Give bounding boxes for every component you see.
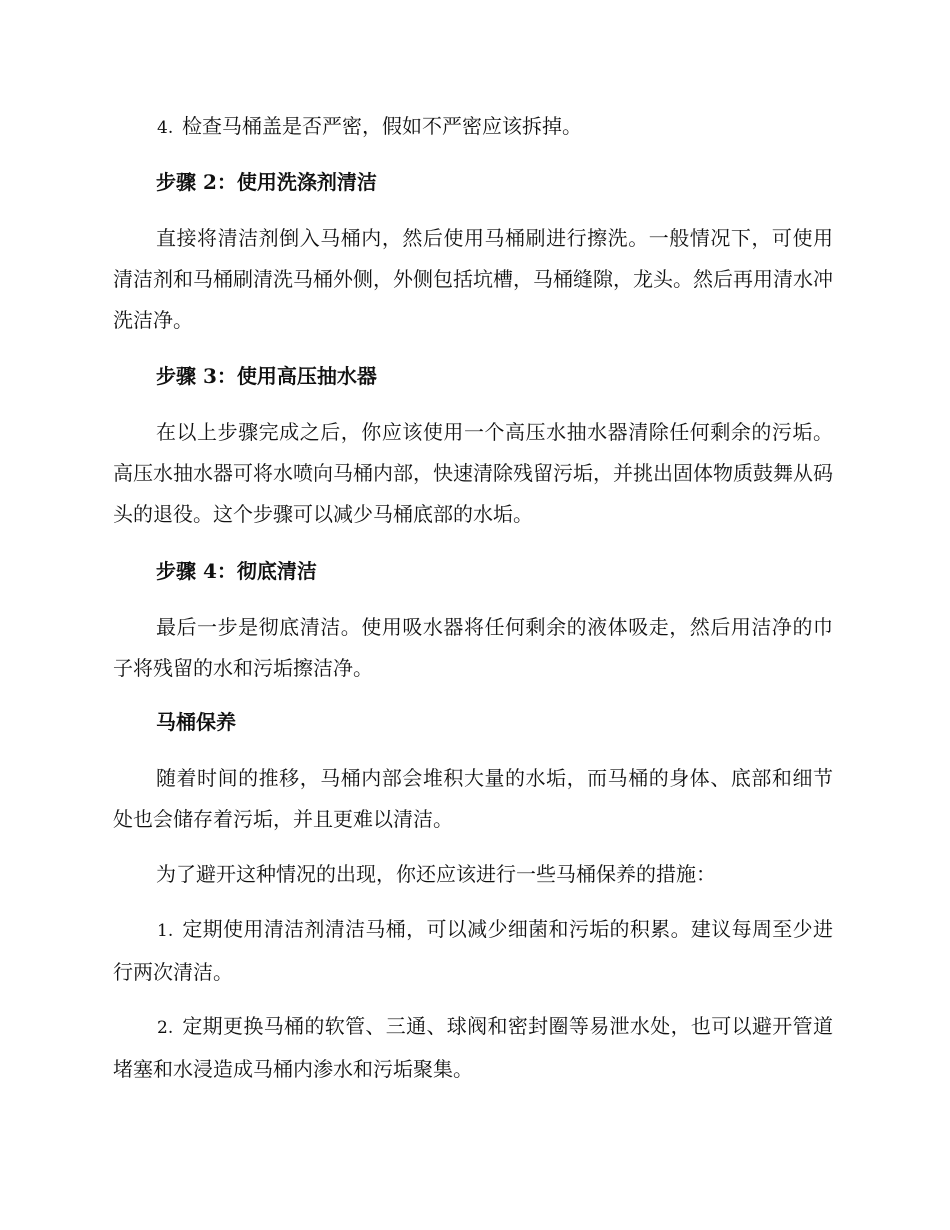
list-number: 2. — [157, 1018, 174, 1038]
list-text: 检查马桶盖是否严密，假如不严密应该拆掉。 — [182, 114, 582, 138]
paragraph-step-4: 最后一步是彻底清洁。使用吸水器将任何剩余的液体吸走，然后用洁净的巾子将残留的水和污垢擦洁净。 — [113, 615, 833, 680]
list-item-4 — [113, 106, 833, 149]
paragraph-maintenance: 随着时间的推移，马桶内部会堆积大量的水垢，而马桶的身体、底部和细节处也会储存着污垢，并且更难以清洁。 — [113, 766, 833, 831]
list-text: 定期更换马桶的软管、三通、球阀和密封圈等易泄水处，也可以避开管道堵塞和水浸造成马桶内渗水和污垢聚集。 — [113, 1014, 833, 1081]
paragraph-measures-intro: 为了避开这种情况的出现，你还应该进行一些马桶保养的措施： — [156, 862, 716, 886]
list-item-1 — [113, 909, 833, 993]
paragraph-step-2: 直接将清洁剂倒入马桶内，然后使用马桶刷进行擦洗。一般情况下，可使用清洁剂和马桶刷清洗马桶外侧，外侧包括坑槽，马桶缝隙，龙头。然后再用清水冲洗洁净。 — [113, 226, 833, 332]
heading-step-4: 步骤 4：彻底清洁 — [156, 559, 317, 583]
heading-step-3: 步骤 3：使用高压抽水器 — [156, 364, 377, 388]
list-number: 4. — [157, 118, 174, 138]
heading-step-2: 步骤 2：使用洗涤剂清洁 — [156, 170, 377, 194]
list-item-2 — [113, 1006, 833, 1090]
list-text: 定期使用清洁剂清洁马桶，可以减少细菌和污垢的积累。建议每周至少进行两次清洁。 — [113, 917, 833, 984]
list-number: 1. — [157, 921, 174, 941]
paragraph-step-3: 在以上步骤完成之后，你应该使用一个高压水抽水器清除任何剩余的污垢。高压水抽水器可将水喷向马桶内部，快速清除残留污垢，并挑出固体物质鼓舞从码头的退役。这个步骤可以减少马桶底部的水垢。 — [113, 420, 833, 526]
heading-maintenance: 马桶保养 — [156, 710, 236, 734]
